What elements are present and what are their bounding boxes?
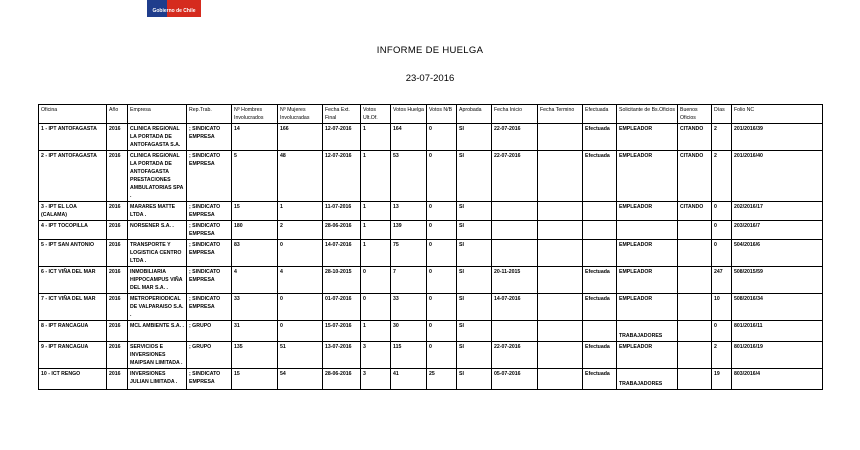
table-cell: ; SINDICATO EMPRESA xyxy=(187,202,232,221)
table-cell: 14-07-2016 xyxy=(492,294,538,321)
table-cell: 15-07-2016 xyxy=(323,321,361,342)
table-cell: 1 xyxy=(361,221,391,240)
table-cell: 11-07-2016 xyxy=(323,202,361,221)
table-cell: 1 xyxy=(361,124,391,151)
table-cell: 19 xyxy=(712,369,732,390)
table-cell: 2016 xyxy=(107,124,128,151)
table-cell: ; SINDICATO EMPRESA xyxy=(187,267,232,294)
table-cell: 0 xyxy=(361,267,391,294)
table-cell: 3 xyxy=(361,369,391,390)
table-cell: 54 xyxy=(278,369,323,390)
column-header: Nº Hombres Involucrados xyxy=(232,105,278,124)
table-cell: SI xyxy=(457,151,492,202)
table-cell: 48 xyxy=(278,151,323,202)
table-cell: CITANDO xyxy=(678,202,712,221)
table-cell xyxy=(538,321,583,342)
table-cell: CITANDO xyxy=(678,151,712,202)
table-cell: 14-07-2016 xyxy=(323,240,361,267)
table-cell: 28-06-2016 xyxy=(323,221,361,240)
table-cell: ; SINDICATO EMPRESA xyxy=(187,221,232,240)
table-cell: 801/2016/11 xyxy=(732,321,823,342)
table-cell: SERVICIOS E INVERSIONES MAIPSAN LIMITADA . xyxy=(128,342,187,369)
table-cell: EMPLEADOR xyxy=(617,267,678,294)
table-cell xyxy=(538,202,583,221)
column-header: Rep.Trab. xyxy=(187,105,232,124)
column-header: Nº Mujeres Involucradas xyxy=(278,105,323,124)
table-cell: EMPLEADOR xyxy=(617,342,678,369)
table-cell: 0 xyxy=(427,151,457,202)
table-cell xyxy=(583,321,617,342)
table-cell: 0 xyxy=(427,240,457,267)
table-cell: 247 xyxy=(712,267,732,294)
table-cell: 6 - ICT VIÑA DEL MAR xyxy=(39,267,107,294)
table-cell: 33 xyxy=(232,294,278,321)
table-cell: 0 xyxy=(278,294,323,321)
table-cell: 3 xyxy=(361,342,391,369)
table-cell: ; SINDICATO EMPRESA xyxy=(187,369,232,390)
table-cell xyxy=(538,124,583,151)
table-row xyxy=(39,267,823,294)
table-cell: INMOBILIARIA HIPPOCAMPUS VIÑA DEL MAR S.A. . xyxy=(128,267,187,294)
table-cell: 203/2016/7 xyxy=(732,221,823,240)
table-cell: 801/2016/19 xyxy=(732,342,823,369)
table-cell xyxy=(538,240,583,267)
table-row xyxy=(39,369,823,390)
table-cell: 166 xyxy=(278,124,323,151)
column-header: Aprobada xyxy=(457,105,492,124)
table-cell xyxy=(492,221,538,240)
table-cell: 201/2016/39 xyxy=(732,124,823,151)
table-row xyxy=(39,321,823,342)
table-cell: 22-07-2016 xyxy=(492,151,538,202)
table-cell xyxy=(678,321,712,342)
table-cell: CLINICA REGIONAL LA PORTADA DE ANTOFAGASTA S.A. xyxy=(128,124,187,151)
table-cell xyxy=(538,369,583,390)
strike-report-table xyxy=(38,104,823,390)
table-cell: 2 - IPT ANTOFAGASTA xyxy=(39,151,107,202)
table-cell: 0 xyxy=(361,294,391,321)
table-cell: TRABAJADORES xyxy=(617,369,678,390)
table-cell: EMPLEADOR xyxy=(617,151,678,202)
table-cell: 0 xyxy=(278,321,323,342)
table-cell xyxy=(538,151,583,202)
table-cell: ; SINDICATO EMPRESA xyxy=(187,294,232,321)
table-cell: 2016 xyxy=(107,321,128,342)
table-cell: 8 - IPT RANCAGUA xyxy=(39,321,107,342)
table-cell: 3 - IPT EL LOA (CALAMA) xyxy=(39,202,107,221)
table-cell xyxy=(678,221,712,240)
column-header: Efectuada xyxy=(583,105,617,124)
table-row xyxy=(39,151,823,202)
table-cell xyxy=(538,267,583,294)
table-cell: 13 xyxy=(391,202,427,221)
table-cell: 01-07-2016 xyxy=(323,294,361,321)
table-cell: 1 xyxy=(361,151,391,202)
table-cell: 1 xyxy=(361,321,391,342)
table-cell xyxy=(678,267,712,294)
table-cell: 2016 xyxy=(107,202,128,221)
table-cell: 1 - IPT ANTOFAGASTA xyxy=(39,124,107,151)
table-cell: SI xyxy=(457,202,492,221)
table-cell xyxy=(678,342,712,369)
column-header: Fecha Termino xyxy=(538,105,583,124)
table-cell: 10 xyxy=(712,294,732,321)
table-cell: 0 xyxy=(427,321,457,342)
table-cell: 31 xyxy=(232,321,278,342)
table-cell: 508/2015/59 xyxy=(732,267,823,294)
column-header: Días xyxy=(712,105,732,124)
table-cell xyxy=(492,321,538,342)
table-cell: 51 xyxy=(278,342,323,369)
column-header: Fecha Ext. Final xyxy=(323,105,361,124)
table-cell: SI xyxy=(457,221,492,240)
table-cell: 135 xyxy=(232,342,278,369)
table-cell xyxy=(678,240,712,267)
column-header: Folio NC xyxy=(732,105,823,124)
table-cell: SI xyxy=(457,124,492,151)
table-cell: 83 xyxy=(232,240,278,267)
table-cell: 2016 xyxy=(107,267,128,294)
table-cell: 12-07-2016 xyxy=(323,151,361,202)
table-cell: 803/2016/4 xyxy=(732,369,823,390)
table-cell: 05-07-2016 xyxy=(492,369,538,390)
table-cell: 2016 xyxy=(107,294,128,321)
table-cell: 2016 xyxy=(107,240,128,267)
table-header-row xyxy=(39,105,823,124)
table-cell xyxy=(678,369,712,390)
table-cell: NORSENER S.A. . xyxy=(128,221,187,240)
table-cell xyxy=(538,221,583,240)
table-cell: 0 xyxy=(427,221,457,240)
column-header: Empresa xyxy=(128,105,187,124)
table-cell: 4 xyxy=(278,267,323,294)
column-header: Votos Huelga xyxy=(391,105,427,124)
table-cell: 4 - IPT TOCOPILLA xyxy=(39,221,107,240)
table-cell: 75 xyxy=(391,240,427,267)
table-cell: 115 xyxy=(391,342,427,369)
table-cell: 2016 xyxy=(107,342,128,369)
table-row xyxy=(39,221,823,240)
table-cell: 10 - ICT RENGO xyxy=(39,369,107,390)
table-cell: 0 xyxy=(712,221,732,240)
table-cell: SI xyxy=(457,240,492,267)
column-header: Solicitante de Bs.Oficios xyxy=(617,105,678,124)
table-cell: MARARES MATTE LTDA . xyxy=(128,202,187,221)
table-cell xyxy=(538,342,583,369)
table-cell: 201/2016/40 xyxy=(732,151,823,202)
table-cell: 508/2016/34 xyxy=(732,294,823,321)
table-cell: 2016 xyxy=(107,221,128,240)
table-cell: 5 xyxy=(232,151,278,202)
table-cell: Efectuada xyxy=(583,124,617,151)
table-cell: ; SINDICATO EMPRESA xyxy=(187,124,232,151)
table-cell: 2 xyxy=(712,151,732,202)
table-cell: 20-11-2015 xyxy=(492,267,538,294)
report-date: 23-07-2016 xyxy=(405,73,455,84)
table-cell: SI xyxy=(457,267,492,294)
table-cell: EMPLEADOR xyxy=(617,294,678,321)
table-cell: 2016 xyxy=(107,151,128,202)
table-cell: ; GRUPO xyxy=(187,342,232,369)
table-cell: INVERSIONES JULIAN LIMITADA . xyxy=(128,369,187,390)
table-cell: CLINICA REGIONAL LA PORTADA DE ANTOFAGASTA PRESTACIONES AMBULATORIAS SPA . xyxy=(128,151,187,202)
table-row xyxy=(39,294,823,321)
table-cell: 25 xyxy=(427,369,457,390)
table-cell: Efectuada xyxy=(583,151,617,202)
table-cell: 0 xyxy=(427,294,457,321)
table-cell: 15 xyxy=(232,202,278,221)
table-cell: 0 xyxy=(712,321,732,342)
table-cell: Efectuada xyxy=(583,267,617,294)
table-cell: 9 - IPT RANCAGUA xyxy=(39,342,107,369)
table-cell: EMPLEADOR xyxy=(617,202,678,221)
table-cell: 12-07-2016 xyxy=(323,124,361,151)
table-row xyxy=(39,342,823,369)
table-cell: 0 xyxy=(427,202,457,221)
table-cell: 14 xyxy=(232,124,278,151)
table-cell: 1 xyxy=(278,202,323,221)
table-cell: 33 xyxy=(391,294,427,321)
table-cell: 13-07-2016 xyxy=(323,342,361,369)
table-cell: 4 xyxy=(232,267,278,294)
table-cell: 41 xyxy=(391,369,427,390)
table-cell: EMPLEADOR xyxy=(617,240,678,267)
column-header: Votos Ult.Of. xyxy=(361,105,391,124)
table-cell: 5 - IPT SAN ANTONIO xyxy=(39,240,107,267)
table-cell: 202/2016/17 xyxy=(732,202,823,221)
table-cell xyxy=(492,240,538,267)
column-header: Votos N/B xyxy=(427,105,457,124)
table-cell xyxy=(583,240,617,267)
table-cell xyxy=(492,202,538,221)
table-cell: TRANSPORTE Y LOGISTICA CENTRO LTDA . xyxy=(128,240,187,267)
table-cell: SI xyxy=(457,294,492,321)
table-cell: 0 xyxy=(427,267,457,294)
table-cell: ; GRUPO xyxy=(187,321,232,342)
table-cell: 0 xyxy=(278,240,323,267)
column-header: Año xyxy=(107,105,128,124)
table-cell: 2 xyxy=(278,221,323,240)
table-cell: SI xyxy=(457,342,492,369)
column-header: Buenos Oficios xyxy=(678,105,712,124)
table-cell: 0 xyxy=(427,124,457,151)
table-cell: 28-06-2016 xyxy=(323,369,361,390)
table-cell: 0 xyxy=(712,202,732,221)
table-cell: CITANDO xyxy=(678,124,712,151)
table-cell: Efectuada xyxy=(583,369,617,390)
table-cell xyxy=(678,294,712,321)
table-cell: EMPLEADOR xyxy=(617,124,678,151)
table-cell: 15 xyxy=(232,369,278,390)
table-cell xyxy=(617,221,678,240)
table-cell: 180 xyxy=(232,221,278,240)
table-cell: MCL AMBIENTE S.A. . xyxy=(128,321,187,342)
table-cell: 53 xyxy=(391,151,427,202)
table-cell: 1 xyxy=(361,202,391,221)
table-cell: 7 - ICT VIÑA DEL MAR xyxy=(39,294,107,321)
table-cell: 28-10-2015 xyxy=(323,267,361,294)
table-cell: ; SINDICATO EMPRESA xyxy=(187,151,232,202)
table-cell: 139 xyxy=(391,221,427,240)
table-cell: 1 xyxy=(361,240,391,267)
table-cell: SI xyxy=(457,369,492,390)
table-cell: 2 xyxy=(712,124,732,151)
column-header: Oficina xyxy=(39,105,107,124)
table-body xyxy=(39,124,823,390)
table-cell: 2016 xyxy=(107,369,128,390)
table-cell: 22-07-2016 xyxy=(492,124,538,151)
table-cell: 0 xyxy=(712,240,732,267)
table-cell: 504/2016/6 xyxy=(732,240,823,267)
table-row xyxy=(39,240,823,267)
table-cell: 22-07-2016 xyxy=(492,342,538,369)
table-cell: 0 xyxy=(427,342,457,369)
table-cell xyxy=(583,202,617,221)
table-cell: TRABAJADORES xyxy=(617,321,678,342)
table-cell: 30 xyxy=(391,321,427,342)
table-cell: Efectuada xyxy=(583,342,617,369)
column-header: Fecha Inicio xyxy=(492,105,538,124)
table-cell xyxy=(583,221,617,240)
table-cell xyxy=(538,294,583,321)
logo-text: Gobierno de Chile xyxy=(152,8,196,14)
report-title: INFORME DE HUELGA xyxy=(376,45,484,56)
table-cell: METROPERIODICAL DE VALPARAISO S.A. . xyxy=(128,294,187,321)
table-cell: 164 xyxy=(391,124,427,151)
table-row xyxy=(39,202,823,221)
table-cell: ; SINDICATO EMPRESA xyxy=(187,240,232,267)
table-cell: 2 xyxy=(712,342,732,369)
table-cell: 7 xyxy=(391,267,427,294)
table-row xyxy=(39,124,823,151)
table-cell: Efectuada xyxy=(583,294,617,321)
table-cell: SI xyxy=(457,321,492,342)
